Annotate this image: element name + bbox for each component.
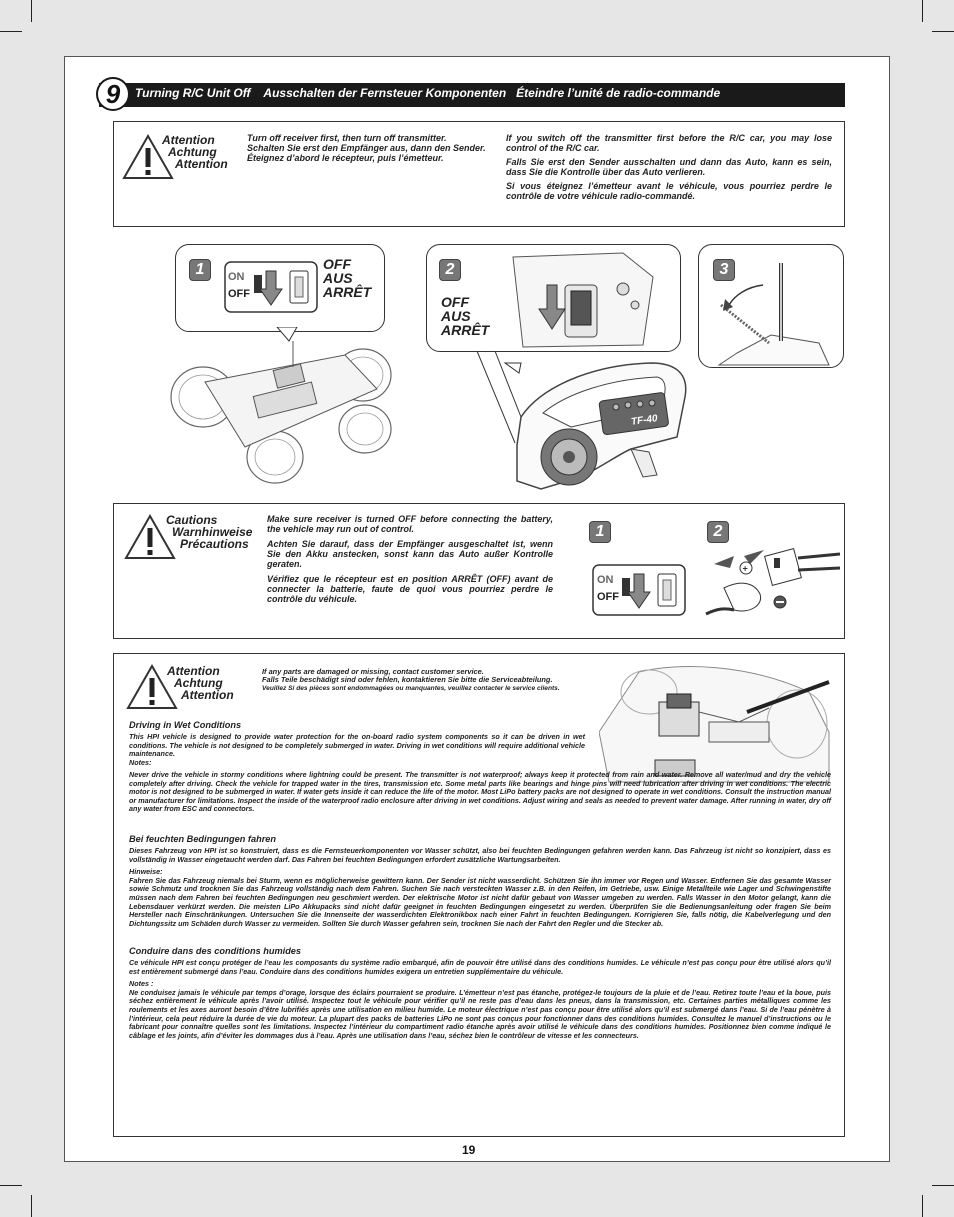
battery-connector-diagram: [704, 534, 842, 634]
attention-label-en: Attention: [167, 664, 220, 678]
notes-label-fr: Notes :: [129, 979, 154, 989]
attention-label-fr: Attention: [175, 157, 228, 171]
transmitter-model-label: TF-40: [630, 413, 659, 428]
switch-on-label: ON: [597, 574, 614, 586]
off-label-de: AUS: [323, 270, 353, 286]
parts-notice-de: Falls Teile beschädigt sind oder fehlen, kontaktieren Sie bitte die Serviceabteilung.: [262, 675, 553, 685]
crop-mark: [922, 0, 923, 22]
manual-page: [64, 56, 890, 1162]
switch-diagram: [592, 564, 686, 616]
wet-conditions-en: [129, 720, 585, 767]
figure-3-callout: [698, 244, 844, 368]
wet-conditions-fr: [129, 946, 831, 1040]
callout-pointer: [475, 347, 525, 447]
parts-notice-en: If any parts are damaged or missing, contact customer service.: [262, 667, 484, 676]
section-body-de: Dieses Fahrzeug von HPI ist so konstruiert, dass es die Fernsteuerkomponenten vor Wasser schützt, also bei feuchten Bedingungen gefahren werden kann. Das Fahrzeug ist nicht so konzipiert, dass es vollständig in Wasser eingetaucht werden darf. Das Fahren bei feuchten Bedingungen erfordert zusätzliche Wartungsarbeiten.: [129, 846, 831, 864]
attention-text-en: Turn off receiver first, then turn off transmitter.: [247, 133, 447, 143]
notes-body-fr: Ne conduisez jamais le véhicule par temps d’orage, lorsque des éclairs pourraient se produire. L’émetteur n’est pas étanche, protégez-le toujours de la pluie et de l’eau. Retirez toute l’eau et la boue, puis séchez entièrement le véhicule après l’avoir utilisé. Inspectez tout le véhicule pour vérifier qu’il ne reste pas d’eau dans les pneus, dans la transmission, etc. Certaines parties métalliques comme les roulements et les axes auront besoin d’être lubrifiés après une utilisation en milieu humide. Le moteur électrique n’est pas conçu pour être utilisé alors qu’il est submergé dans l’eau. Si de l’eau pénètre à l’intérieur, cela peut réduire la durée de vie du moteur. La plupart des packs de batteries LiPo ne sont pas conçus pour fonctionner dans des conditions humides. Consultez le manuel d’instructions ou le fabricant pour connaître quelles sont les limitations. Inspectez l’intérieur du compartiment radio étanche après avoir utilisé le véhicule dans des conditions humides. Positionnez bien comme indiqué le câblage et les joints, afin d’éviter les dommages dus à l’eau. Après une utilisation dans l’eau, séchez bien le contrôleur de vitesse et les connecteurs.: [129, 987, 831, 1040]
attention-text-de: Schalten Sie erst den Empfänger aus, dann den Sender.: [247, 143, 486, 153]
figure-2-callout: [426, 244, 681, 352]
notes-label-en: Notes:: [129, 757, 152, 767]
crop-mark: [0, 31, 22, 32]
switch-off-label: OFF: [597, 591, 619, 603]
cautions-text: [267, 514, 553, 604]
crop-mark: [922, 1195, 923, 1217]
notes-body-en: Never drive the vehicle in stormy conditions where lightning could be present. The transmitter is not waterproof; always keep it protected from rain and water. Remove all water/mud and dry the vehicle completely after driving. Check the vehicle for trapped water in the tires, transmission etc. Some metal parts like bearings and hinge pins will need lubrication after driving in wet conditions. The electric motor is not designed to be submerged in water. If water gets inside it can reduce the life of the motor. Most LiPo battery packs are not designed to operate in wet conditions. Consult the instruction manual or manufacturer for limitations. Inspect the inside of the waterproof radio enclosure after driving in wet conditions. Adjust wiring and seals as needed to prevent water damage. After running in water, dry off any water from ESC and connectors.: [129, 770, 831, 814]
attention-label-fr: Attention: [181, 688, 234, 702]
off-label-en: OFF: [323, 256, 351, 272]
cautions-box: [113, 503, 845, 639]
section-title-de: Bei feuchten Bedingungen fahren: [129, 834, 277, 844]
attention-text-de: Falls Sie erst den Sender ausschalten und dann das Auto, kann es sein, dass Sie die Kontrolle über das Auto verlieren.: [506, 157, 832, 177]
notes-body-de: Fahren Sie das Fahrzeug niemals bei Sturm, wenn es möglicherweise gewittern kann. Der Sender ist nicht wasserdicht. Schützen Sie ihn immer vor Regen und Wasser. Entfernen Sie das gesamte Wasser sowie Schmutz und trocknen Sie das Fahrzeug vollständig nach dem Fahren. Suchen Sie nach versteckten Wasser z.B. in den Reifen, im Getriebe, usw. Einige Metallteile wie Lager und Schwingenstifte müssen nach dem Fahren bei feuchten Bedingungen neu geschmiert werden. Der elektrische Motor ist nicht dafür gebaut von Wasser umgeben zu werden. Falls Wasser in den Motor gelangt, kann die Lebensdauer verkürzt werden. Die meisten LiPo Akkupacks sind nicht dafür geeignet in feuchten Bedingungen eingesetzt zu werden. Überprüfen Sie die Bedienungsanleitung oder fragen Sie beim Hersteller nach Einschränkungen. Untersuchen Sie die Innenseite der wasserdichten Elektronikbox nach einer Fahrt in feuchten Bedingungen. Korrigieren Sie, falls nötig, die Kabelverlegung und den Dichtungssitz um Schäden durch Wasser zu vermeiden. Sollten Sie durch Wasser gefahren sein, trocknen Sie nach der Fahrt den Regler und die Stecker ab.: [129, 875, 831, 928]
crop-mark: [0, 1185, 22, 1186]
crop-mark: [932, 1185, 954, 1186]
off-label-en: OFF: [441, 294, 469, 310]
wet-conditions-box: [113, 653, 845, 1137]
step-header: [99, 79, 845, 109]
parts-notice-fr: Veuillez Si des pièces sont endommagées ou manquantes, veuillez contacter le service clients.: [262, 684, 560, 692]
section-title-en: Driving in Wet Conditions: [129, 720, 242, 730]
page-number: 19: [462, 1143, 476, 1157]
waterproof-receiver-illustration: [599, 662, 831, 784]
off-label-fr: ARRÊT: [323, 284, 372, 300]
figure-badge: 1: [589, 521, 611, 543]
section-body-en: This HPI vehicle is designed to provide water protection for the on-board radio system components so it can be driven in wet conditions. The vehicle is not designed to be completely submerged in water. Driving in wet conditions will require additional vehicle maintenance.: [129, 732, 585, 759]
attention-text-en: If you switch off the transmitter first before the R/C car, you may lose control of the R/C car.: [506, 133, 832, 153]
section-body-fr: Ce véhicule HPI est conçu protéger de l’eau les composants du système radio embarqué, afin de pouvoir être utilisé dans des conditions humides. Le véhicule n’est pas conçu pour être utilisé alors qu’il est entièrement submergé dans l’eau. Conduire dans des conditions humides exigera un entretien supplémentaire du véhicule.: [129, 958, 831, 976]
parts-notice: [262, 668, 592, 693]
figure-1-callout: [175, 244, 385, 332]
attention-label-en: Attention: [162, 133, 215, 147]
step-title: Turning R/C Unit Off Ausschalten der Fernsteuer Komponenten Éteindre l’unité de radio-commande: [135, 86, 721, 100]
cautions-text-fr: Vérifiez que le récepteur est en position ARRÊT (OFF) avant de connecter la batterie, faute de quoi vous pourriez perdre le contrôle du véhicule.: [267, 574, 553, 604]
figure-badge: 1: [189, 259, 211, 281]
figure-badge: 2: [439, 259, 461, 281]
crop-mark: [31, 1195, 32, 1217]
cautions-label-de: Warnhinweise: [172, 525, 253, 539]
figure-badge: 2: [707, 521, 729, 543]
cautions-label-fr: Précautions: [180, 537, 249, 551]
switch-on-label: ON: [228, 271, 245, 283]
crop-mark: [932, 31, 954, 32]
off-label-group: [441, 295, 489, 337]
step-number: 9: [96, 77, 130, 111]
figure-badge: 3: [713, 259, 735, 281]
section-title-fr: Conduire dans des conditions humides: [129, 946, 302, 956]
monster-truck-illustration: [165, 327, 395, 487]
cautions-text-de: Achten Sie darauf, dass der Empfänger ausgeschaltet ist, wenn Sie den Akku anstecken, sonst kann das Auto außer Kontrolle geraten.: [267, 539, 553, 569]
svg-text:+: +: [742, 563, 748, 574]
antenna-folding-diagram: [709, 255, 839, 367]
off-label-de: AUS: [441, 308, 471, 324]
switch-off-label: OFF: [228, 288, 250, 300]
attention-text-fr: Éteignez d’abord le récepteur, puis l’émetteur.: [247, 153, 444, 163]
attention-text-col2: [506, 133, 832, 201]
attention-text-fr: Si vous éteignez l’émetteur avant le véhicule, vous pourriez perdre le contrôle de votre véhicule radio-commandé.: [506, 181, 832, 201]
attention-label-de: Achtung: [174, 676, 223, 690]
attention-text-col1: [247, 133, 497, 163]
crop-mark: [31, 0, 32, 22]
notes-label-de: Hinweise:: [129, 867, 163, 877]
attention-box: [113, 121, 845, 227]
transmitter-switch-closeup: [493, 247, 679, 351]
off-label-fr: ARRÊT: [441, 322, 490, 338]
cautions-text-en: Make sure receiver is turned OFF before connecting the battery, the vehicle may run out of control.: [267, 514, 553, 534]
wet-conditions-de: [129, 834, 831, 928]
off-label-group: [323, 257, 371, 299]
cautions-label-en: Cautions: [166, 513, 218, 527]
attention-label-de: Achtung: [168, 145, 217, 159]
